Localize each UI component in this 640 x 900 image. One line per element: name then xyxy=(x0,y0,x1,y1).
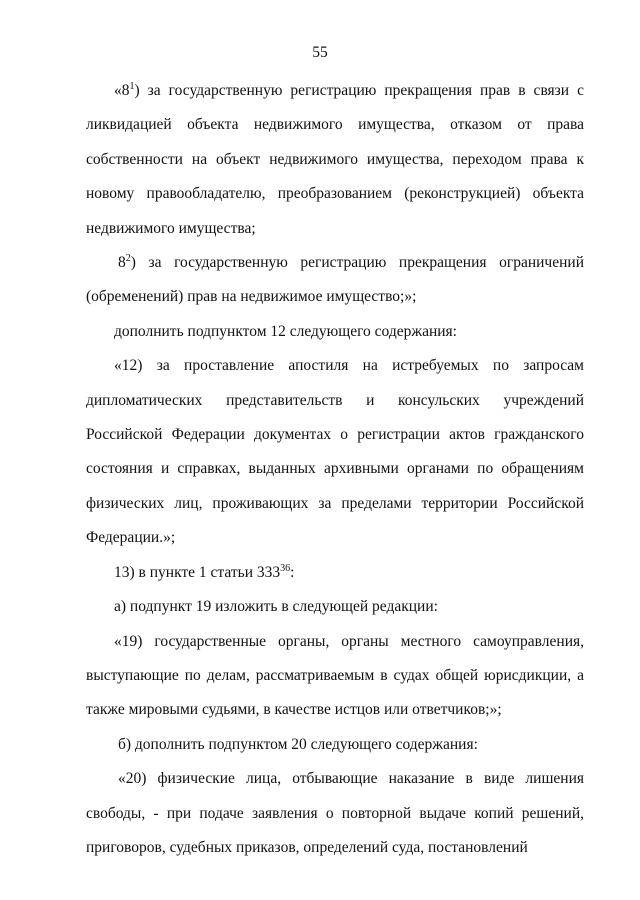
paragraph-add-12: дополнить подпунктом 12 следующего содержания: xyxy=(114,322,457,340)
paragraph-8-2 xyxy=(86,246,584,315)
superscript-1: 1 xyxy=(129,81,135,92)
paragraph-8-1 xyxy=(86,74,584,246)
paragraph-19: «19) государственные органы, органы местного самоуправления, выступающие по делам, рассматриваемым в судах общей юрисдикции, а также мировыми судьями, в качестве истцов или ответчиков;»; xyxy=(86,632,584,719)
paragraph-b: б) дополнить подпунктом 20 следующего содержания: xyxy=(118,735,478,753)
paragraph-13 xyxy=(86,556,584,590)
paragraph-8-1-start: «8 xyxy=(114,82,130,99)
superscript-36: 36 xyxy=(280,562,291,574)
page-number: 55 xyxy=(312,44,328,61)
paragraph-8-2-start: 8 xyxy=(118,254,126,272)
paragraph-13-start: 13) в пункте 1 статьи 333 xyxy=(114,563,281,581)
paragraph-20: «20) физические лица, отбывающие наказание в виде лишения свободы, - при подаче заявления о повторной выдаче копий решений, приговоров, судебных приказов, определений суда, постановлений xyxy=(86,770,584,856)
paragraph-12: «12) за проставление апостиля на истребуемых по запросам дипломатических представительств и консульских учреждений Российской Федерации документах о регистрации актов гражданского состояния и справках, выданных архивными органами по обращениям физических лиц, проживающих за пределами территории Российской Федерации.»; xyxy=(86,357,584,547)
document-body xyxy=(86,74,584,865)
paragraph-a: а) подпункт 19 изложить в следующей редакции: xyxy=(114,598,438,616)
paragraph-8-1-text: ) за государственную регистрацию прекращения прав в связи с ликвидацией объекта недвижимого имущества, отказом от права собственности на объект недвижимого имущества, переходом права к новому правообладателю, преобразованием (реконструкцией) объекта недвижимого имущества; xyxy=(86,82,584,237)
paragraph-13-end: : xyxy=(290,563,295,581)
paragraph-8-2-text: ) за государственную регистрацию прекращения ограничений (обременений) прав на недвижимое имущество;»; xyxy=(86,254,584,306)
superscript-2: 2 xyxy=(125,253,131,265)
